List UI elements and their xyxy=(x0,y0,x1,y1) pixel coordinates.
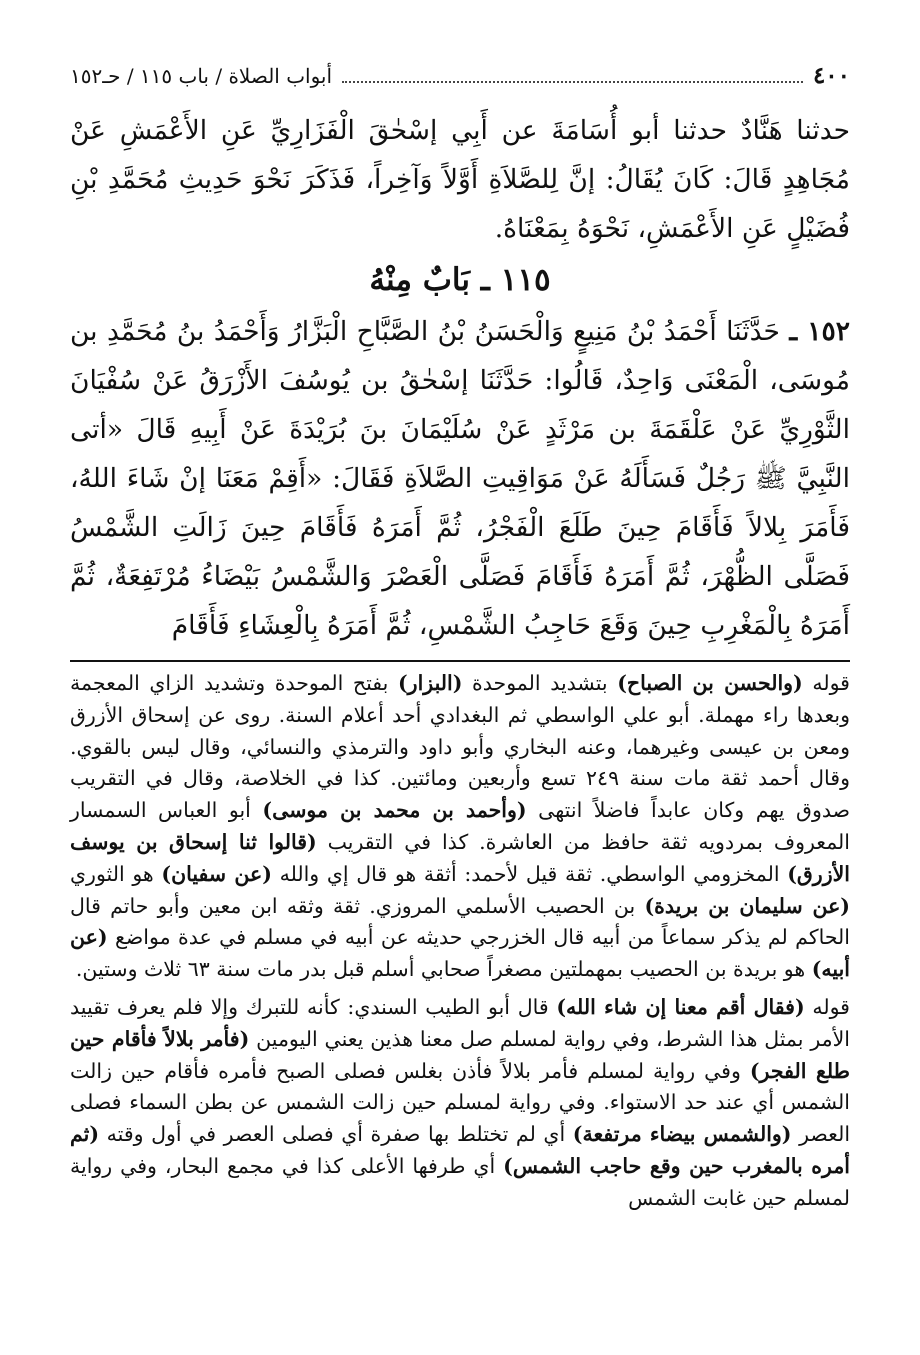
commentary xyxy=(70,668,850,1215)
running-title: أبواب الصلاة / باب ١١٥ / حـ١٥٢ xyxy=(70,64,333,88)
note-text: قال أبو الطيب السندي: كأنه للتبرك وإلا فلم يعرف تقييد الأمر بمثل هذا الشرط، وفي رواية لمسلم صل معنا هذين يعني اليومين xyxy=(70,994,851,1051)
note-citation: (عن سليمان بن بريدة) xyxy=(644,893,850,918)
note-citation: (والشمس بيضاء مرتفعة) xyxy=(572,1122,792,1147)
note-text: قوله xyxy=(802,671,850,695)
note-text: وفي رواية لمسلم فأمر بلالاً فأذن بغلس فصلى الصبح فأمره فأقام حين زالت الشمس أي عند حد الاستواء. وفي رواية لمسلم حين زالت الشمس عن بطن السماء فصلى العصر xyxy=(70,1058,851,1147)
note-citation: (فقال أقم معنا إن شاء الله) xyxy=(556,994,805,1019)
note-text: بتشديد الموحدة xyxy=(462,671,618,695)
note-text: أي طرفها الأعلى كذا في مجمع البحار، وفي رواية لمسلم حين غابت الشمس xyxy=(70,1153,850,1210)
note-text: هو الثوري xyxy=(70,861,162,886)
chapter-title: ١١٥ ـ بَابٌ مِنْهُ xyxy=(369,262,551,298)
header-dotted-leader xyxy=(342,69,803,83)
hadith-text: حَدَّثَنَا أَحْمَدُ بْنُ مَنِيعٍ وَالْحَسَنُ بْنُ الصَّبَّاحِ الْبَزَّارُ وَأَحْمَدُ بنُ مُحَمَّدِ بن مُوسَى، الْمَعْنَى وَاحِدٌ، قَالُوا: حَدَّثَنَا إسْحٰقُ بن يُوسُفَ الأَزْرَقُ عَنْ سُفْيَانَ الثَّوْرِيِّ عَنْ عَلْقَمَةَ بن مَرْثَدٍ عَنْ سُلَيْمَانَ بنَ بُرَيْدَةَ عَنْ أَبِيهِ قَالَ «أتى النَّبِيَّ ﷺ رَجُلٌ فَسَأَلَهُ عَنْ مَوَاقِيتِ الصَّلاَةِ فَقَالَ: «أَقِمْ مَعَنَا إنْ شَاءَ اللهُ، فَأَمَرَ بِلالاً فَأَقَامَ حِينَ طَلَعَ الْفَجْرُ، ثُمَّ أَمَرَهُ فَأَقَامَ حِينَ زَالَتِ الشَّمْسُ فَصَلَّى الظُّهْرَ، ثُمَّ أَمَرَهُ فَأَقَامَ فَصَلَّى الْعَصْرَ وَالشَّمْسُ بَيْضَاءُ مُرْتَفِعَةٌ، ثُمَّ أَمَرَهُ بِالْمَغْرِبِ حِينَ وَقَعَ حَاجِبُ الشَّمْسِ، ثُمَّ أَمَرَهُ بِالْعِشَاءِ فَأَقَامَ xyxy=(70,316,850,641)
note-text: بن الحصيب الأسلمي المروزي. ثقة وثقه ابن معين وأبو حاتم قال الحاكم لم يذكر سماعاً من أبيه قال الخزرجي حديثه عن أبيه في مسلم في عدة مواضع xyxy=(70,893,850,950)
note-citation: (قالوا ثنا إسحاق بن يوسف الأزرق) xyxy=(70,829,850,886)
book-page xyxy=(70,62,850,1215)
note-text: هو بريدة بن الحصيب بمهملتين مصغراً صحابي أسلم قبل بدر مات سنة ٦٣ ثلاث وستين. xyxy=(75,957,812,982)
note-citation: (فأمر بلالاً فأقام حين طلع الفجر) xyxy=(70,1026,850,1083)
note-citation: (وأحمد بن محمد بن موسى) xyxy=(262,798,527,823)
note-citation: (عن أبيه) xyxy=(70,925,850,982)
page-number: ٤٠٠ xyxy=(812,62,850,89)
main-text xyxy=(70,106,850,650)
commentary-note-1 xyxy=(70,668,850,986)
footnote-divider xyxy=(70,660,850,662)
note-citation: (عن سفيان) xyxy=(161,861,272,886)
note-text: أبو العباس السمسار المعروف بمردويه ثقة حافظ من العاشرة. كذا في التقريب xyxy=(70,798,850,854)
page-header xyxy=(70,62,850,96)
main-paragraph-1: حدثنا هَنَّادٌ حدثنا أبو أُسَامَةَ عن أَبِي إسْحٰقَ الْفَزَارِيِّ عَنِ الأَعْمَشِ عَنْ مُجَاهِدٍ قَالَ: كَانَ يُقَالُ: إنَّ لِلصَّلاَةِ أَوَّلاً وَآخِراً، فَذَكَرَ نَحْوَ حَدِيثِ مُحَمَّدِ بْنِ فُضَيْلٍ عَنِ الأَعْمَشِ، نَحْوَهُ بِمَعْنَاهُ. xyxy=(70,115,850,244)
note-text: المخزومي الواسطي. ثقة قيل لأحمد: أثقة هو قال إي والله xyxy=(271,861,788,886)
hadith-number: ١٥٢ ـ xyxy=(789,316,850,347)
note-citation: (البزار) xyxy=(397,671,463,695)
commentary-note-2 xyxy=(70,992,850,1215)
note-text: أي لم تختلط بها صفرة أي فصلى العصر في أول وقته xyxy=(99,1122,573,1147)
hadith-paragraph xyxy=(70,307,850,650)
note-text: بفتح الموحدة وتشديد الزاي المعجمة وبعدها راء مهملة. أبو علي الواسطي ثم البغدادي أحد أعلام السنة. روى عن إسحاق الأزرق ومعن بن عيسى وغيرهما، وعنه البخاري وأبو داود والترمذي والنسائي، وقال ليس بالقوي. وقال أحمد ثقة مات سنة ٢٤٩ تسع وأربعين ومائتين. كذا في الخلاصة، وقال في التقريب صدوق يهم وكان عابداً فاضلاً انتهى xyxy=(70,671,851,823)
note-citation: (ثم أمره بالمغرب حين وقع حاجب الشمس) xyxy=(70,1122,851,1178)
note-citation: (والحسن بن الصباح) xyxy=(617,671,803,695)
note-text: قوله xyxy=(804,994,850,1019)
